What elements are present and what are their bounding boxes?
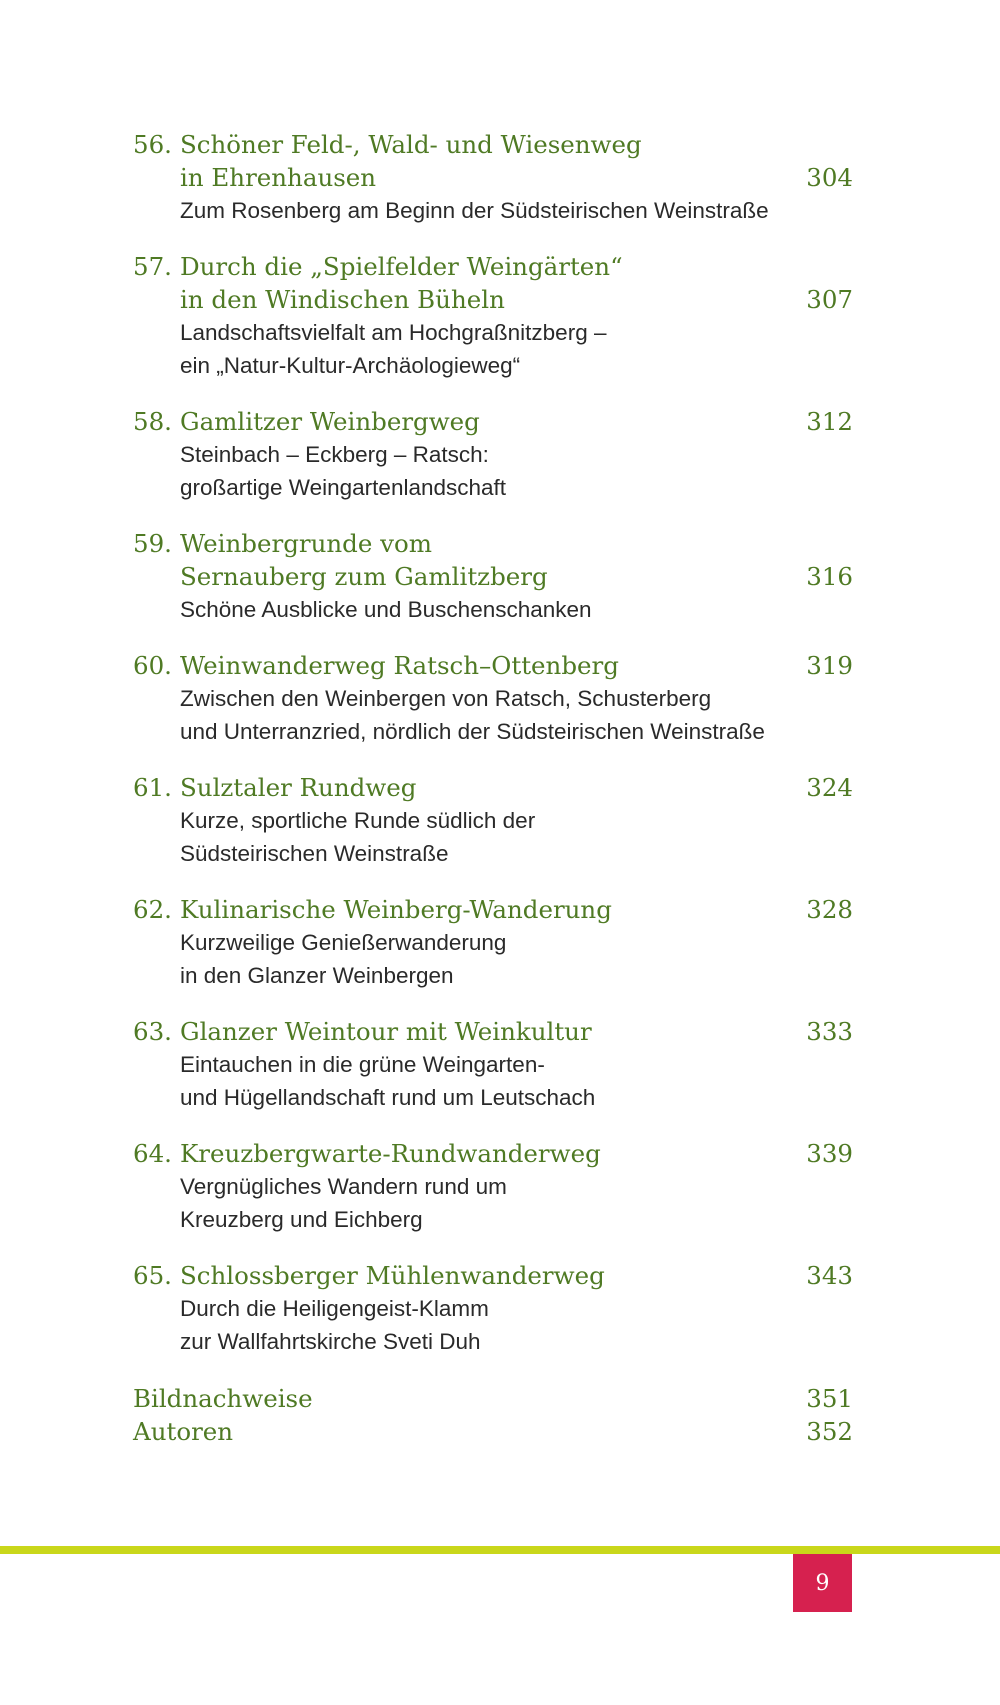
toc-entry-title-row — [133, 560, 853, 593]
toc-extra-row[interactable] — [133, 1382, 853, 1415]
toc-entry-title: in Ehrenhausen — [180, 163, 377, 192]
toc-entry-description: Steinbach – Eckberg – Ratsch: — [180, 442, 489, 467]
toc-entry-description: ein „Natur-Kultur-Archäologieweg“ — [180, 353, 521, 378]
toc-entry-title: Schöner Feld-, Wald- und Wiesenweg — [180, 130, 642, 159]
toc-entry[interactable] — [133, 1137, 853, 1236]
toc-extra-title: Autoren — [133, 1417, 234, 1446]
toc-entry-title: Sulztaler Rundweg — [180, 773, 417, 802]
toc-entry-title: Durch die „Spielfelder Weingärten“ — [180, 252, 623, 281]
toc-extra-page: 352 — [806, 1417, 853, 1446]
toc-entry-title-row — [133, 283, 853, 316]
toc-entry-page: 307 — [806, 285, 853, 314]
toc-entry-description: Landschaftsvielfalt am Hochgraßnitzberg – — [180, 320, 607, 345]
toc-entry-title-row — [133, 1015, 853, 1048]
toc-entry-description: Südsteirischen Weinstraße — [180, 841, 449, 866]
toc-entry-description: zur Wallfahrtskirche Sveti Duh — [180, 1329, 481, 1354]
toc-entry[interactable] — [133, 1015, 853, 1114]
toc-entry-description: Vergnügliches Wandern rund um — [180, 1174, 507, 1199]
toc-entry[interactable] — [133, 527, 853, 626]
toc-entry[interactable] — [133, 893, 853, 992]
page-number-badge — [793, 1554, 852, 1612]
toc-entry-description: Kreuzberg und Eichberg — [180, 1207, 423, 1232]
toc-entry-description: Kurzweilige Genießerwanderung — [180, 930, 507, 955]
toc-entry-number: 60. — [133, 651, 172, 680]
toc-entry-title: Schlossberger Mühlenwanderweg — [180, 1261, 605, 1290]
toc-entry-title-row — [133, 649, 853, 682]
toc-entry-title: Kulinarische Weinberg-Wanderung — [180, 895, 612, 924]
toc-entry-page: 316 — [806, 562, 853, 591]
toc-entry-title: Gamlitzer Weinbergweg — [180, 407, 480, 436]
page-number: 9 — [815, 1570, 830, 1596]
toc-entry-description: in den Glanzer Weinbergen — [180, 963, 454, 988]
toc-entry-number: 58. — [133, 407, 172, 436]
toc-entry-number: 62. — [133, 895, 172, 924]
toc-entries — [133, 128, 853, 1358]
toc-entry[interactable] — [133, 250, 853, 382]
toc-entry-title: Weinbergrunde vom — [180, 529, 432, 558]
toc-entry-number: 56. — [133, 130, 172, 159]
toc-entry-title: in den Windischen Büheln — [180, 285, 505, 314]
toc-entry-number: 63. — [133, 1017, 172, 1046]
toc-entry-number: 64. — [133, 1139, 172, 1168]
toc-entry-title-row — [133, 161, 853, 194]
toc-entry-page: 324 — [806, 773, 853, 802]
toc-entry-description: Schöne Ausblicke und Buschenschanken — [180, 597, 592, 622]
toc-entry-page: 304 — [806, 163, 853, 192]
toc-entry-description: und Unterranzried, nördlich der Südsteirischen Weinstraße — [180, 719, 765, 744]
toc-extras — [133, 1382, 853, 1448]
toc-entry-page: 312 — [806, 407, 853, 436]
toc-entry[interactable] — [133, 649, 853, 748]
toc-entry-title-row — [133, 1137, 853, 1170]
toc-entry-page: 319 — [806, 651, 853, 680]
toc-entry-title: Sernauberg zum Gamlitzberg — [180, 562, 548, 591]
toc-extra-page: 351 — [806, 1384, 853, 1413]
toc-entry-description: Zwischen den Weinbergen von Ratsch, Schusterberg — [180, 686, 712, 711]
toc-entry-title-row — [133, 771, 853, 804]
toc-entry[interactable] — [133, 128, 853, 227]
toc-entry-page: 333 — [806, 1017, 853, 1046]
toc-entry-title: Kreuzbergwarte-Rundwanderweg — [180, 1139, 601, 1168]
toc-entry-page: 339 — [806, 1139, 853, 1168]
toc-entry-page: 328 — [806, 895, 853, 924]
toc-entry[interactable] — [133, 1259, 853, 1358]
toc-entry-description: Durch die Heiligengeist-Klamm — [180, 1296, 489, 1321]
toc-entry[interactable] — [133, 405, 853, 504]
toc-entry-description: großartige Weingartenlandschaft — [180, 475, 507, 500]
toc-entry-description: und Hügellandschaft rund um Leutschach — [180, 1085, 596, 1110]
toc-extra-title: Bildnachweise — [133, 1384, 313, 1413]
toc-extra-row[interactable] — [133, 1415, 853, 1448]
toc-entry-number: 61. — [133, 773, 172, 802]
toc-entry[interactable] — [133, 771, 853, 870]
toc-entry-description: Zum Rosenberg am Beginn der Südsteirischen Weinstraße — [180, 198, 769, 223]
toc-entry-title-row — [133, 405, 853, 438]
toc-entry-title: Weinwanderweg Ratsch–Ottenberg — [180, 651, 619, 680]
toc-entry-title-row — [133, 250, 853, 283]
toc-entry-description: Eintauchen in die grüne Weingarten- — [180, 1052, 545, 1077]
table-of-contents — [133, 128, 853, 1448]
toc-entry-title: Glanzer Weintour mit Weinkultur — [180, 1017, 592, 1046]
toc-entry-title-row — [133, 527, 853, 560]
toc-entry-number: 59. — [133, 529, 172, 558]
toc-entry-number: 57. — [133, 252, 172, 281]
toc-entry-title-row — [133, 128, 853, 161]
toc-entry-title-row — [133, 1259, 853, 1292]
footer-rule — [0, 1546, 1000, 1554]
toc-entry-title-row — [133, 893, 853, 926]
toc-entry-number: 65. — [133, 1261, 172, 1290]
toc-entry-description: Kurze, sportliche Runde südlich der — [180, 808, 536, 833]
toc-entry-page: 343 — [806, 1261, 853, 1290]
